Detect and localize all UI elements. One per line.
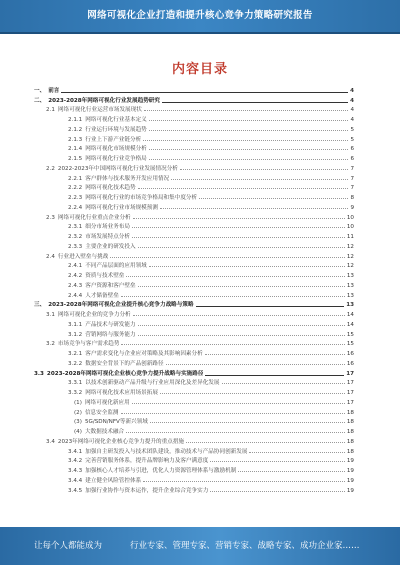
toc-entry-number: 2.2 <box>46 165 55 172</box>
toc-entry-page: 13 <box>346 292 354 299</box>
toc-entry-number: 3.4 <box>46 438 55 445</box>
toc-entry-page: 6 <box>350 156 354 162</box>
table-of-contents <box>34 84 354 494</box>
toc-leader-dots <box>199 198 348 199</box>
toc-entry[interactable] <box>34 201 354 211</box>
toc-leader-dots <box>126 432 345 433</box>
toc-entry-number: 一、 <box>34 87 46 94</box>
toc-entry[interactable] <box>34 455 354 465</box>
toc-leader-dots <box>171 179 348 180</box>
toc-entry-label: 信息安全监测 <box>84 409 119 416</box>
toc-entry[interactable] <box>34 396 354 406</box>
toc-entry-label: 2023年网络可视化企业核心竞争力提升的重点措施 <box>57 438 185 445</box>
toc-entry[interactable] <box>34 162 354 172</box>
toc-entry-number: 2.4.1 <box>68 263 83 270</box>
toc-entry-number: 三、 <box>34 302 46 309</box>
report-header <box>0 0 400 32</box>
toc-leader-dots <box>138 286 345 287</box>
toc-leader-dots <box>166 364 345 365</box>
toc-entry[interactable] <box>34 113 354 123</box>
toc-entry-number: (2) <box>74 409 82 416</box>
toc-entry-number: (4) <box>74 429 82 435</box>
toc-entry-label: 行业上下游产业链分析 <box>85 136 142 143</box>
toc-entry-number: (1) <box>74 399 82 406</box>
report-title: 网络可视化企业打造和提升核心竞争力策略研究报告 <box>87 10 313 21</box>
toc-entry-number: 3.3.1 <box>68 380 83 387</box>
toc-leader-dots <box>238 471 345 472</box>
toc-entry-page: 4 <box>350 97 354 104</box>
toc-entry-label: 网络可视化新应用 <box>84 399 130 406</box>
toc-entry-page: 18 <box>346 438 354 445</box>
toc-entry-number: (3) <box>74 419 82 426</box>
toc-entry-label: 前言 <box>48 87 60 94</box>
toc-entry[interactable] <box>34 425 354 435</box>
toc-entry-page: 6 <box>350 146 354 153</box>
toc-entry-page: 17 <box>346 399 354 406</box>
toc-entry-label: 网络可视化行业市场规模预测 <box>85 204 158 211</box>
toc-entry[interactable] <box>34 172 354 182</box>
toc-entry-page: 18 <box>346 429 354 435</box>
toc-entry-label: 网络可视化行业重点企业分析 <box>57 214 131 221</box>
toc-entry[interactable] <box>34 289 354 299</box>
toc-entry-page: 4 <box>350 117 354 123</box>
toc-entry-page: 7 <box>350 185 354 192</box>
toc-leader-dots <box>150 422 345 423</box>
toc-entry-page: 8 <box>350 195 354 201</box>
toc-entry[interactable] <box>34 338 354 348</box>
toc-entry-label: 网络可视化行业的市场竞争格局和集中度分析 <box>85 195 198 201</box>
toc-entry-label: 加强自主研发投入与技术团队建设，推动技术与产品协同创新发展 <box>85 448 248 455</box>
toc-entry[interactable] <box>34 406 354 416</box>
toc-entry-page: 4 <box>350 107 354 114</box>
toc-entry-number: 3.4.3 <box>68 468 83 474</box>
toc-entry-label: 网络可视化行业基本定义 <box>85 117 147 123</box>
toc-entry-label: 客户需求变化与企业应对策略及其影响因素分析 <box>85 351 203 357</box>
toc-entry[interactable] <box>34 84 354 94</box>
toc-entry-number: 2.2.4 <box>68 204 83 211</box>
toc-entry-number: 2.1.1 <box>68 117 83 123</box>
toc-entry-page: 16 <box>346 360 354 367</box>
toc-leader-dots <box>138 335 345 336</box>
toc-leader-dots <box>121 344 344 345</box>
toc-entry-number: 3.2.1 <box>68 351 83 357</box>
toc-entry-label: 网络可视化企业的竞争力分析 <box>57 312 131 318</box>
toc-leader-dots <box>186 442 345 443</box>
toc-entry-label: 资质与技术壁垒 <box>85 273 125 279</box>
toc-leader-dots <box>162 102 348 103</box>
toc-entry[interactable] <box>34 347 354 357</box>
toc-entry-label: 建立健全风险管控体系 <box>85 477 142 484</box>
toc-entry-page: 13 <box>346 302 354 309</box>
toc-entry-page: 13 <box>346 282 354 289</box>
toc-leader-dots <box>222 383 345 384</box>
toc-entry-number: 2.3 <box>46 214 55 221</box>
toc-entry[interactable] <box>34 318 354 328</box>
toc-entry-label: 营销网络与服务能力 <box>85 331 136 338</box>
toc-leader-dots <box>126 276 344 277</box>
toc-entry-page: 12 <box>346 253 354 260</box>
toc-entry-page: 12 <box>346 243 354 250</box>
toc-entry[interactable] <box>34 133 354 143</box>
toc-entry-number: 3.4.5 <box>68 487 83 494</box>
toc-leader-dots <box>160 393 345 394</box>
toc-entry-label: 5G/SDN/NFV等新兴领域 <box>84 419 148 426</box>
toc-entry[interactable] <box>34 269 354 279</box>
toc-entry-label: 不同产品层面的应用领域 <box>85 263 147 270</box>
toc-entry-number: 3.3 <box>34 370 44 377</box>
toc-entry[interactable] <box>34 367 354 377</box>
toc-entry[interactable] <box>34 211 354 221</box>
toc-entry-number: 2.2.1 <box>68 175 83 182</box>
toc-entry[interactable] <box>34 191 354 201</box>
toc-leader-dots <box>138 247 345 248</box>
toc-leader-dots <box>143 481 345 482</box>
toc-leader-dots <box>133 315 345 316</box>
toc-entry[interactable] <box>34 221 354 231</box>
toc-entry-label: 2023-2028年网络可视化行业发展趋势研究 <box>48 97 160 104</box>
toc-entry-number: 2.3.2 <box>68 234 83 240</box>
toc-entry-number: 3.2 <box>46 341 55 348</box>
toc-entry[interactable] <box>34 416 354 426</box>
toc-entry-label: 数据安全背景下的产品创新路径 <box>85 360 164 367</box>
toc-leader-dots <box>133 218 345 219</box>
toc-entry-number: 3.1.1 <box>68 321 83 328</box>
header-divider <box>0 32 400 34</box>
toc-entry[interactable] <box>34 308 354 318</box>
toc-leader-dots <box>210 461 345 462</box>
toc-leader-dots <box>149 130 349 131</box>
toc-entry-label: 细分市场业务布局 <box>85 224 130 231</box>
toc-entry[interactable] <box>34 240 354 250</box>
toc-entry-page: 7 <box>350 165 354 172</box>
toc-entry-number: 3.1.2 <box>68 331 83 338</box>
toc-entry-number: 2.3.1 <box>68 224 83 231</box>
toc-entry[interactable] <box>34 230 354 240</box>
toc-leader-dots <box>138 188 349 189</box>
toc-leader-dots <box>61 92 348 93</box>
toc-entry-page: 5 <box>350 126 354 133</box>
toc-entry[interactable] <box>34 123 354 133</box>
toc-entry-label: 人才储备壁垒 <box>85 292 119 299</box>
toc-leader-dots <box>121 296 345 297</box>
toc-entry-label: 产品技术与研发能力 <box>85 321 136 328</box>
footer-banner <box>0 527 400 565</box>
toc-entry[interactable] <box>34 328 354 338</box>
toc-leader-dots <box>149 159 349 160</box>
toc-leader-dots <box>138 325 345 326</box>
toc-entry-label: 2023-2028年网络可视化企业提升核心竞争力战略与策略 <box>48 302 194 309</box>
toc-entry-page: 13 <box>346 273 354 279</box>
toc-entry[interactable] <box>34 435 354 445</box>
toc-entry-number: 2.2.2 <box>68 185 83 192</box>
toc-entry-label: 网络可视化行业运营市场发展现状 <box>57 107 142 114</box>
toc-entry-page: 18 <box>346 448 354 455</box>
toc-entry-page: 19 <box>346 458 354 465</box>
toc-entry[interactable] <box>34 250 354 260</box>
toc-entry-label: 主要企业的研发投入 <box>85 243 136 250</box>
toc-leader-dots <box>160 208 348 209</box>
toc-leader-dots <box>210 491 345 492</box>
toc-entry-label: 客户群体与技术服务开发应用情况 <box>85 175 170 182</box>
toc-leader-dots <box>110 257 345 258</box>
toc-entry[interactable] <box>34 474 354 484</box>
toc-entry[interactable] <box>34 279 354 289</box>
toc-entry-label: 加强行业协作与资本运作，提升企业综合竞争实力 <box>85 487 209 494</box>
toc-entry-number: 2.4.4 <box>68 292 83 299</box>
footer-slogan: 让每个人都能成为 <box>34 541 103 551</box>
toc-entry-page: 19 <box>346 477 354 484</box>
toc-entry[interactable] <box>34 94 354 104</box>
toc-entry-number: 2.4 <box>46 253 55 260</box>
toc-entry-page: 17 <box>346 380 354 387</box>
toc-entry-page: 7 <box>350 175 354 182</box>
toc-entry-page: 15 <box>346 331 354 338</box>
toc-entry-page: 14 <box>346 321 354 328</box>
toc-entry-number: 3.4.2 <box>68 458 83 465</box>
toc-entry[interactable] <box>34 377 354 387</box>
toc-entry-page: 18 <box>346 419 354 426</box>
toc-entry-number: 3.2.2 <box>68 360 83 367</box>
toc-entry-page: 9 <box>350 204 354 211</box>
toc-leader-dots <box>149 266 345 267</box>
toc-entry-number: 3.1 <box>46 312 55 318</box>
toc-entry[interactable] <box>34 104 354 114</box>
toc-entry[interactable] <box>34 357 354 367</box>
toc-entry[interactable] <box>34 445 354 455</box>
toc-entry[interactable] <box>34 484 354 494</box>
toc-entry-label: 行业进入壁垒与挑战 <box>57 253 109 260</box>
toc-entry-label: 网络可视化市场规模分析 <box>85 146 147 153</box>
toc-entry-number: 2.1.5 <box>68 156 83 162</box>
toc-entry-label: 客户资源和客户壁垒 <box>85 282 136 289</box>
toc-entry-number: 3.4.1 <box>68 448 83 455</box>
toc-leader-dots <box>205 375 344 376</box>
toc-entry-number: 2.4.3 <box>68 282 83 289</box>
toc-entry-page: 12 <box>346 263 354 270</box>
toc-leader-dots <box>196 306 345 307</box>
toc-entry[interactable] <box>34 386 354 396</box>
toc-entry-page: 14 <box>346 312 354 318</box>
toc-entry-number: 2.2.3 <box>68 195 83 201</box>
toc-leader-dots <box>132 237 345 238</box>
toc-entry-page: 11 <box>346 234 354 240</box>
toc-entry-label: 行业运行环境与发展趋势 <box>85 126 147 133</box>
toc-leader-dots <box>149 149 349 150</box>
toc-entry-number: 二、 <box>34 97 46 104</box>
toc-leader-dots <box>180 169 349 170</box>
toc-entry-page: 16 <box>346 351 354 357</box>
toc-entry-page: 5 <box>350 136 354 143</box>
toc-entry-page: 15 <box>346 341 354 348</box>
toc-entry-label: 市场发展特点分析 <box>85 234 130 240</box>
toc-leader-dots <box>132 227 345 228</box>
footer-tagline: 行业专家、管理专家、营销专家、战略专家、成功企业家…… <box>130 541 360 551</box>
toc-entry-label: 2022-2023年中国网络可视化行业发展情况分析 <box>57 165 178 172</box>
toc-entry-page: 19 <box>346 468 354 474</box>
toc-entry-number: 2.1.4 <box>68 146 83 153</box>
toc-entry-number: 2.1.3 <box>68 136 83 143</box>
toc-entry-label: 2023-2028年网络可视化企业核心竞争力提升战略与实施路径 <box>46 370 204 377</box>
toc-entry-page: 10 <box>346 224 354 231</box>
toc-entry-label: 网络可视化技术应用场景拓展 <box>85 390 158 396</box>
toc-entry-label: 市场竞争与客户需求趋势 <box>57 341 120 348</box>
toc-entry-label: 加强核心人才培养与引进，优化人力资源管理体系与激励机制 <box>85 468 237 474</box>
toc-entry-label: 以技术创新驱动产品升级与行业应用深化及差异化发展 <box>85 380 220 387</box>
toc-entry-page: 17 <box>346 390 354 396</box>
toc-entry-page: 18 <box>346 409 354 416</box>
toc-entry[interactable] <box>34 143 354 153</box>
toc-title: 内容目录 <box>171 62 228 77</box>
toc-entry[interactable] <box>34 182 354 192</box>
toc-entry-page: 17 <box>346 370 354 377</box>
toc-entry[interactable] <box>34 299 354 309</box>
toc-leader-dots <box>149 120 349 121</box>
toc-entry-number: 3.3.2 <box>68 390 83 396</box>
toc-entry-number: 2.1 <box>46 107 55 114</box>
toc-entry-number: 2.1.2 <box>68 126 83 133</box>
toc-entry-number: 2.4.2 <box>68 273 83 279</box>
toc-leader-dots <box>121 413 345 414</box>
toc-entry-page: 4 <box>350 87 354 94</box>
toc-entry-page: 19 <box>346 487 354 494</box>
toc-entry[interactable] <box>34 152 354 162</box>
toc-leader-dots <box>249 452 344 453</box>
toc-leader-dots <box>143 140 348 141</box>
toc-entry-label: 完善营销服务体系，提升品牌影响力及客户满意度 <box>85 458 209 465</box>
toc-entry-page: 10 <box>346 214 354 221</box>
toc-entry-label: 大数据技术融合 <box>84 429 125 435</box>
toc-entry-label: 网络可视化技术趋势 <box>85 185 136 192</box>
toc-entry[interactable] <box>34 464 354 474</box>
toc-leader-dots <box>144 110 349 111</box>
toc-entry-label: 网络可视化行业竞争格局 <box>85 156 147 162</box>
toc-leader-dots <box>132 403 345 404</box>
toc-leader-dots <box>205 354 345 355</box>
toc-entry[interactable] <box>34 260 354 270</box>
toc-entry-number: 3.4.4 <box>68 477 83 484</box>
toc-entry-number: 2.3.3 <box>68 243 83 250</box>
